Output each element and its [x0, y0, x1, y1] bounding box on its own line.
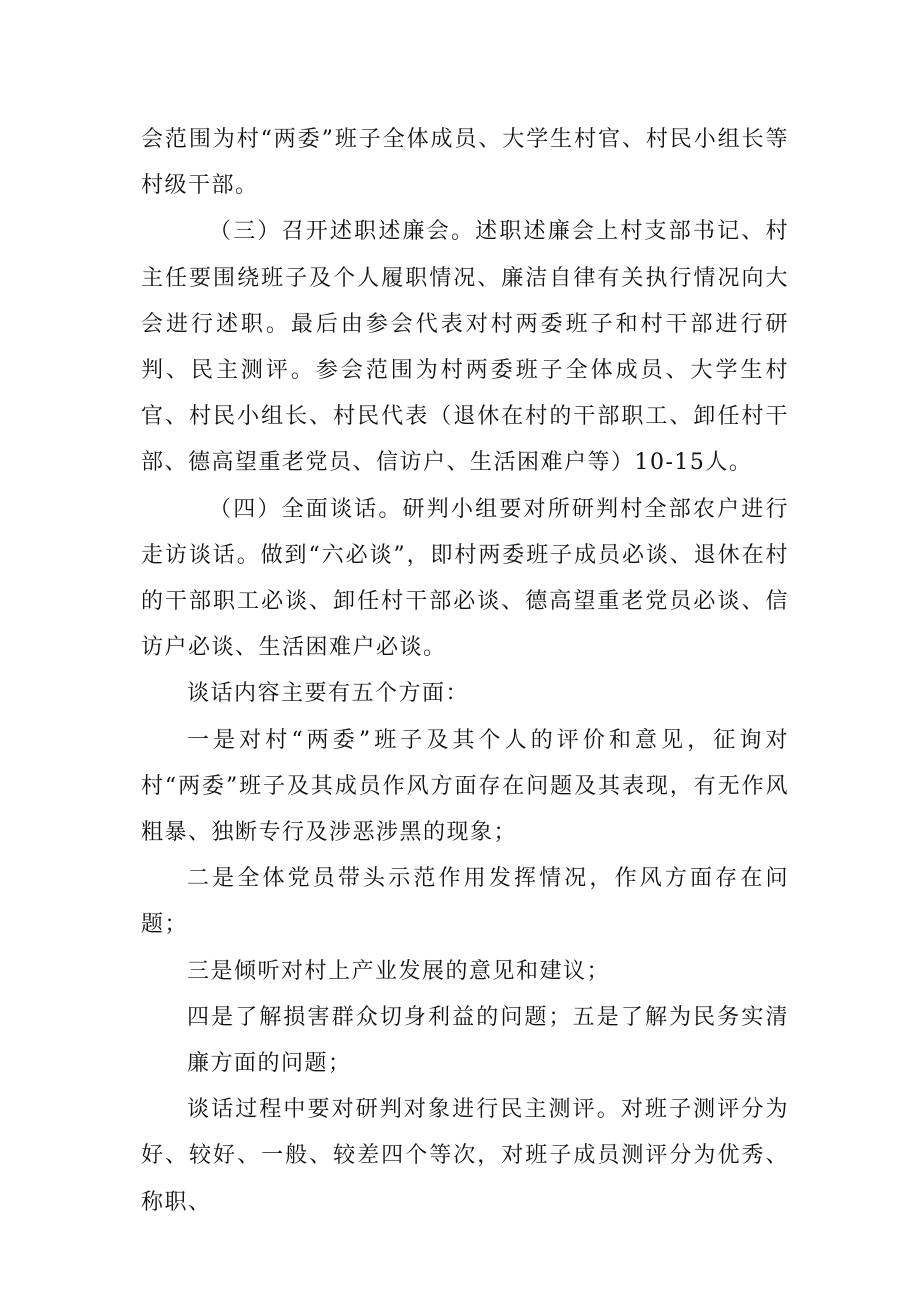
paragraph-section-four: （四）全面谈话。研判小组要对所研判村全部农户进行走访谈话。做到“六必谈”，即村两委班子成员必谈、退休在村的干部职工必谈、卸任村干部必谈、德高望重老党员必谈、信访户必谈、生活困难户必谈。 [141, 496, 789, 661]
paragraph-evaluation: 谈话过程中要对研判对象进行民主测评。对班子测评分为好、较好、一般、较差四个等次，对班子成员测评分为优秀、称职、 [141, 1097, 789, 1215]
paragraph-talk-content-intro: 谈话内容主要有五个方面： [187, 681, 470, 707]
paragraph-item-one: 一是对村“两委”班子及其个人的评价和意见，征询对村“两委”班子及其成员作风方面存在问题及其表现，有无作风粗暴、独断专行及涉恶涉黑的现象； [141, 727, 789, 846]
document-body [141, 117, 789, 1226]
paragraph-section-three: （三）召开述职述廉会。述职述廉会上村支部书记、村主任要围绕班子及个人履职情况、廉洁自律有关执行情况向大会进行述职。最后由参会代表对村两委班子和村干部进行研判、民主测评。参会范围为村两委班子全体成员、大学生村官、村民小组长、村民代表（退休在村的干部职工、卸任村干部、德高望重老党员、信访户、生活困难户等）10-15人。 [141, 219, 789, 476]
paragraph-item-four-five: 四是了解损害群众切身利益的问题；五是了解为民务实清廉方面的问题； [187, 1004, 789, 1077]
paragraph-continuation: 会范围为村“两委”班子全体成员、大学生村官、村民小组长等村级干部。 [141, 127, 789, 199]
paragraph-item-three: 三是倾听对村上产业发展的意见和建议； [187, 958, 611, 984]
paragraph-item-two: 二是全体党员带头示范作用发挥情况，作风方面存在问题； [141, 866, 789, 938]
